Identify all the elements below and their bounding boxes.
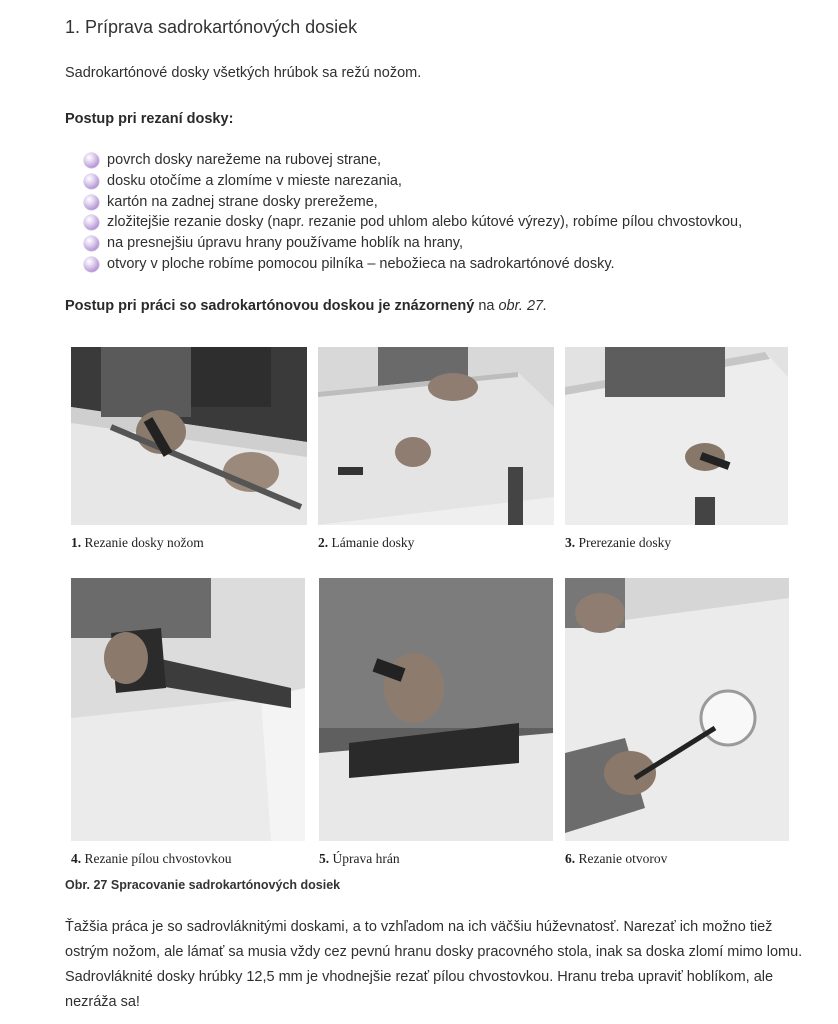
photo-sawing	[71, 578, 305, 841]
bullet-list	[84, 150, 742, 275]
list-item-text: na presnejšiu úpravu hrany používame hoblík na hrany,	[107, 235, 464, 252]
caption-number: 3.	[565, 535, 576, 550]
caption-number: 1.	[71, 535, 82, 550]
list-item	[84, 192, 742, 213]
bullet-icon	[84, 174, 99, 189]
list-item	[84, 150, 742, 171]
caption-label: Úprava hrán	[329, 851, 400, 866]
photo-edge-planing	[319, 578, 553, 841]
bullet-icon	[84, 153, 99, 168]
caption-label: Prerezanie dosky	[575, 535, 672, 550]
bullet-icon	[84, 236, 99, 251]
photo-caption	[565, 535, 671, 551]
list-item	[84, 171, 742, 192]
photo-caption	[319, 851, 400, 867]
caption-number: 4.	[71, 851, 82, 866]
intro-paragraph: Sadrokartónové dosky všetkých hrúbok sa režú nožom.	[65, 65, 422, 81]
closing-paragraph: Ťažšia práca je so sadrovláknitými doskami, a to vzhľadom na ich väčšiu húževnatosť. Narezať ich možno tiež ostrým nožom, ale lámať sa musia vždy cez pevnú hranu dosky pracovného stola, inak sa doska zlomí mimo lomu. Sadrovláknité dosky hrúbky 12,5 mm je vhodnejšie rezať pílou chvostovkou. Hranu treba upraviť hoblíkom, ale nezráža sa!	[65, 919, 803, 1010]
caption-label: Rezanie otvorov	[575, 851, 668, 866]
procedure-paragraph	[65, 298, 547, 314]
caption-label: Rezanie pílou chvostovkou	[81, 851, 232, 866]
photo-cutting-back	[565, 347, 788, 525]
photo-cutting-knife	[71, 347, 307, 525]
photo-caption	[318, 535, 414, 551]
photo-caption	[71, 535, 204, 551]
photo-cutting-hole	[565, 578, 789, 841]
section-heading: 1. Príprava sadrokartónových dosiek	[65, 17, 358, 37]
photo-breaking-board	[318, 347, 554, 525]
figure-reference-link: obr. 27.	[498, 298, 548, 314]
list-item	[84, 254, 742, 275]
caption-label: Lámanie dosky	[328, 535, 415, 550]
list-item-text: povrch dosky narežeme na rubovej strane,	[107, 152, 382, 168]
list-item	[84, 233, 742, 254]
bullet-icon	[84, 215, 99, 230]
list-item-text: dosku otočíme a zlomíme v mieste narezania,	[107, 172, 402, 189]
procedure-normal-text: na	[474, 298, 499, 314]
list-item-text: otvory v ploche robíme pomocou pilníka – nebožieca na sadrokartónové dosky.	[107, 255, 615, 272]
figure-caption: Obr. 27 Spracovanie sadrokartónových dosiek	[65, 878, 341, 892]
photo-caption	[71, 851, 231, 867]
bullet-icon	[84, 257, 99, 272]
caption-number: 5.	[319, 851, 330, 866]
caption-number: 6.	[565, 851, 576, 866]
list-item-text: zložitejšie rezanie dosky (napr. rezanie pod uhlom alebo kútové výrezy), robíme pílou chvostovkou,	[107, 214, 743, 231]
list-item	[84, 212, 742, 233]
procedure-bold-text: Postup pri práci so sadrokartónovou doskou je znázornený	[65, 298, 475, 314]
caption-label: Rezanie dosky nožom	[81, 535, 204, 550]
bullet-icon	[84, 195, 99, 210]
caption-number: 2.	[318, 535, 329, 550]
photo-caption	[565, 851, 667, 867]
procedure-subheading: Postup pri rezaní dosky:	[65, 111, 234, 127]
list-item-text: kartón na zadnej strane dosky prerežeme,	[107, 193, 378, 210]
